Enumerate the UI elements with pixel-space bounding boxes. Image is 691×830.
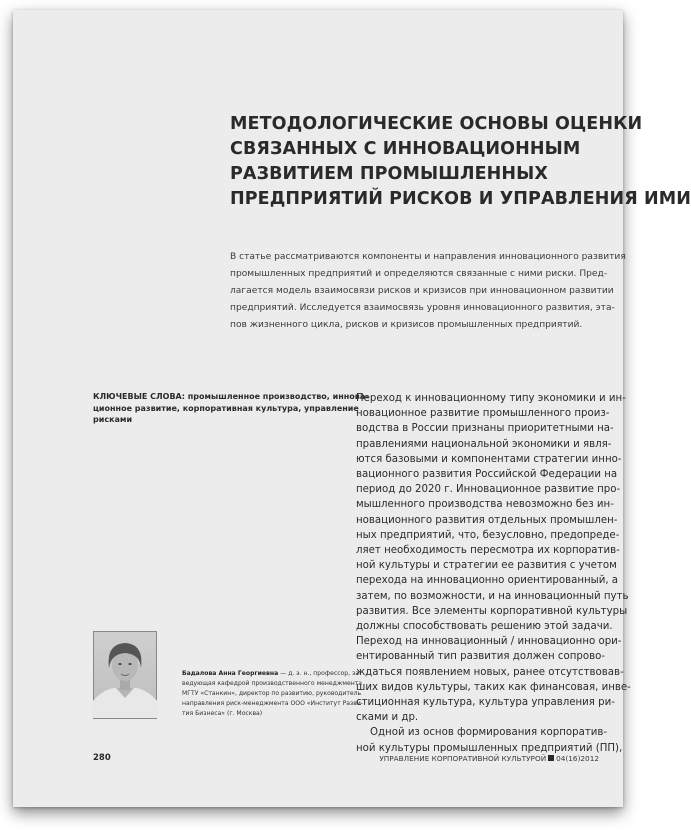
keywords-line: КЛЮЧЕВЫЕ СЛОВА: промышленное производство, иннова-: [93, 392, 369, 401]
author-info-line: направления риск-менеджмента ООО «Институт Разви-: [182, 700, 363, 707]
article-title: [230, 112, 691, 212]
author-info-line: тия Бизнеса» (г. Москва): [182, 710, 263, 717]
author-info-line: ведующая кафедрой производственного менеджмента: [182, 680, 362, 687]
body-line: ждаться появлением новых, ранее отсутствовав-: [356, 666, 624, 678]
author-info-line: МГТУ «Станкин», директор по развитию, руководитель: [182, 690, 362, 697]
author-info: [182, 669, 363, 719]
title-line: ПРЕДПРИЯТИЙ РИСКОВ И УПРАВЛЕНИЯ ИМИ: [230, 189, 691, 209]
body-line: ются базовыми и компонентами стратегии инно-: [356, 453, 622, 465]
title-line: МЕТОДОЛОГИЧЕСКИЕ ОСНОВЫ ОЦЕНКИ: [230, 114, 643, 134]
abstract-line: предприятий. Исследуется взаимосвязь уровня инновационного развития, эта-: [230, 303, 615, 313]
body-line: стиционная культура, культура управления ри-: [356, 697, 615, 709]
article-abstract: [230, 249, 626, 334]
body-line: ляет необходимость пересмотра их корпоратив-: [356, 545, 620, 557]
journal-page: [13, 10, 691, 807]
body-line: перехода на инновационно ориентированный, а: [356, 575, 619, 587]
body-line: новационного развития отдельных промышлен-: [356, 514, 618, 526]
keywords-line: ционное развитие, корпоративная культура, управление: [93, 403, 359, 413]
body-line: должны способствовать решению этой задачи.: [356, 621, 613, 633]
abstract-line: В статье рассматриваются компоненты и направления инновационного развития: [230, 252, 626, 262]
author-photo: [93, 631, 157, 719]
body-line: правлениями национальной экономики и явля-: [356, 438, 612, 450]
body-line: сками и др.: [356, 712, 419, 724]
author-portrait-image: [94, 632, 156, 718]
keywords: [93, 391, 369, 426]
body-line: Одной из основ формирования корпоратив-: [370, 727, 608, 739]
journal-footer: [379, 754, 599, 763]
keywords-line: рисками: [93, 415, 133, 424]
body-line: затем, по возможности, и на инновационный путь: [356, 590, 629, 602]
author-info-line: — д. э. н., профессор, за-: [278, 670, 362, 677]
abstract-line: промышленных предприятий и определяются связанные с ними риски. Пред-: [230, 269, 608, 279]
body-line: новационное развитие промышленного произ-: [356, 408, 610, 420]
abstract-line: лагается модель взаимосвязи рисков и кризисов при инновационном развитии: [230, 286, 614, 296]
title-line: СВЯЗАННЫХ С ИННОВАЦИОННЫМ: [230, 139, 581, 159]
journal-name: УПРАВЛЕНИЕ КОРПОРАТИВНОЙ КУЛЬТУРОЙ: [379, 754, 547, 763]
title-line: РАЗВИТИЕМ ПРОМЫШЛЕННЫХ: [230, 164, 548, 184]
body-line: Переход на инновационный / инновационно ори-: [356, 636, 622, 648]
body-line: период до 2020 г. Инновационное развитие про-: [356, 484, 621, 496]
body-line: Переход к инновационному типу экономики и ин-: [356, 393, 626, 404]
abstract-line: пов жизненного цикла, рисков и кризисов промышленных предприятий.: [230, 320, 583, 330]
body-line: ных предприятий, что, безусловно, предопреде-: [356, 529, 620, 541]
article-body: [356, 391, 631, 756]
body-line: развития. Все элементы корпоративной культуры: [356, 605, 628, 617]
body-line: ной культуры промышленных предприятий (ПП),: [356, 742, 623, 754]
body-line: ной культуры и стратегии ее развития с учетом: [356, 560, 617, 572]
body-line: мышленного производства невозможно без ин-: [356, 499, 614, 511]
author-name: Бадалова Анна Георгиевна: [182, 670, 279, 677]
body-line: ших видов культуры, таких как финансовая, инве-: [356, 681, 631, 693]
journal-issue: 04(16)2012: [556, 754, 599, 763]
body-line: водства в России признаны приоритетными на-: [356, 423, 614, 435]
square-separator-icon: [548, 755, 554, 761]
page-number: 280: [93, 753, 111, 763]
body-line: вационного развития Российской Федерации на: [356, 469, 618, 481]
body-line: ентированный тип развития должен сопрово-: [356, 651, 606, 663]
